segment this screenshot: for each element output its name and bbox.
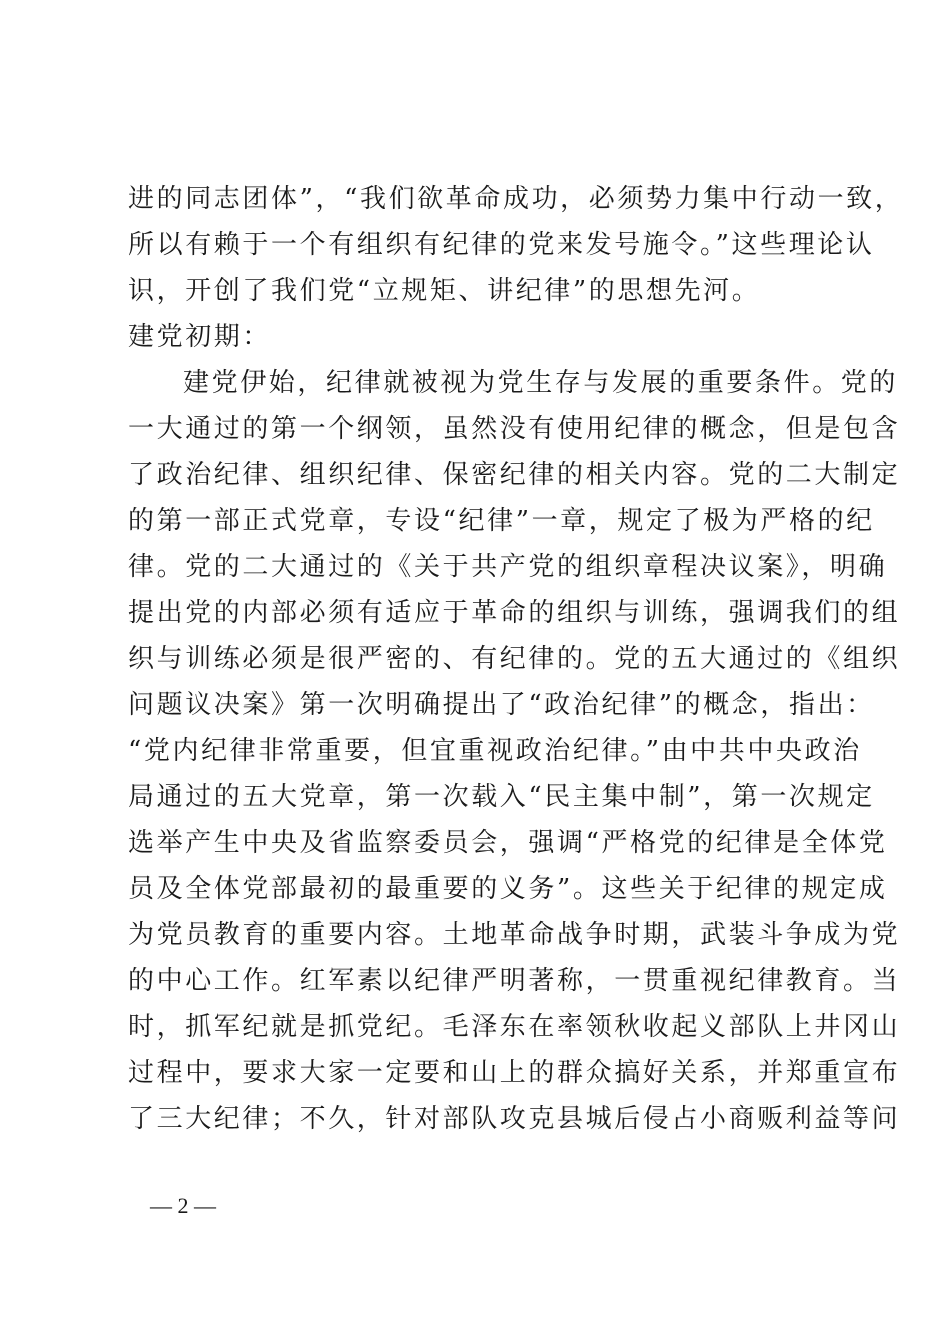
section-heading: 建党初期：: [128, 322, 272, 352]
text-line: 识，开创了我们党“立规矩、讲纪律”的思想先河。: [128, 276, 761, 306]
paragraph-line: 了政治纪律、组织纪律、保密纪律的相关内容。党的二大制定: [128, 460, 901, 490]
paragraph-line: 问题议决案》第一次明确提出了“政治纪律”的概念，指出：: [128, 690, 875, 720]
text-line: 所以有赖于一个有组织有纪律的党来发号施令。”这些理论认: [128, 230, 875, 260]
paragraph-line: 的第一部正式党章，专设“纪律”一章，规定了极为严格的纪: [128, 506, 875, 536]
paragraph-line: 为党员教育的重要内容。土地革命战争时期，武装斗争成为党: [128, 920, 901, 950]
paragraph-line: “党内纪律非常重要，但宜重视政治纪律。”由中共中央政治: [128, 736, 862, 766]
page-number: — 2 —: [150, 1193, 216, 1218]
paragraph-line: 时，抓军纪就是抓党纪。毛泽东在率领秋收起义部队上井冈山: [128, 1012, 901, 1042]
paragraph-line: 一大通过的第一个纲领，虽然没有使用纪律的概念，但是包含: [128, 414, 901, 444]
text-line: 进的同志团体”，“我们欲革命成功，必须势力集中行动一致，: [128, 184, 904, 214]
paragraph-line: 选举产生中央及省监察委员会，强调“严格党的纪律是全体党: [128, 828, 888, 858]
paragraph-line: 织与训练必须是很严密的、有纪律的。党的五大通过的《组织: [128, 644, 901, 674]
paragraph-line: 过程中，要求大家一定要和山上的群众搞好关系，并郑重宣布: [128, 1058, 901, 1088]
paragraph-line: 员及全体党部最初的最重要的义务”。这些关于纪律的规定成: [128, 874, 888, 904]
paragraph-line: 律。党的二大通过的《关于共产党的组织章程决议案》，明确: [128, 552, 888, 582]
paragraph-line: 提出党的内部必须有适应于革命的组织与训练，强调我们的组: [128, 598, 901, 628]
body-text: [128, 176, 904, 1142]
paragraph-line: 建党伊始，纪律就被视为党生存与发展的重要条件。党的: [183, 368, 899, 398]
paragraph-line: 的中心工作。红军素以纪律严明著称，一贯重视纪律教育。当: [128, 966, 901, 996]
paragraph-line: 了三大纪律；不久，针对部队攻克县城后侵占小商贩利益等问: [128, 1104, 901, 1134]
paragraph-line: 局通过的五大党章，第一次载入“民主集中制”，第一次规定: [128, 782, 875, 812]
